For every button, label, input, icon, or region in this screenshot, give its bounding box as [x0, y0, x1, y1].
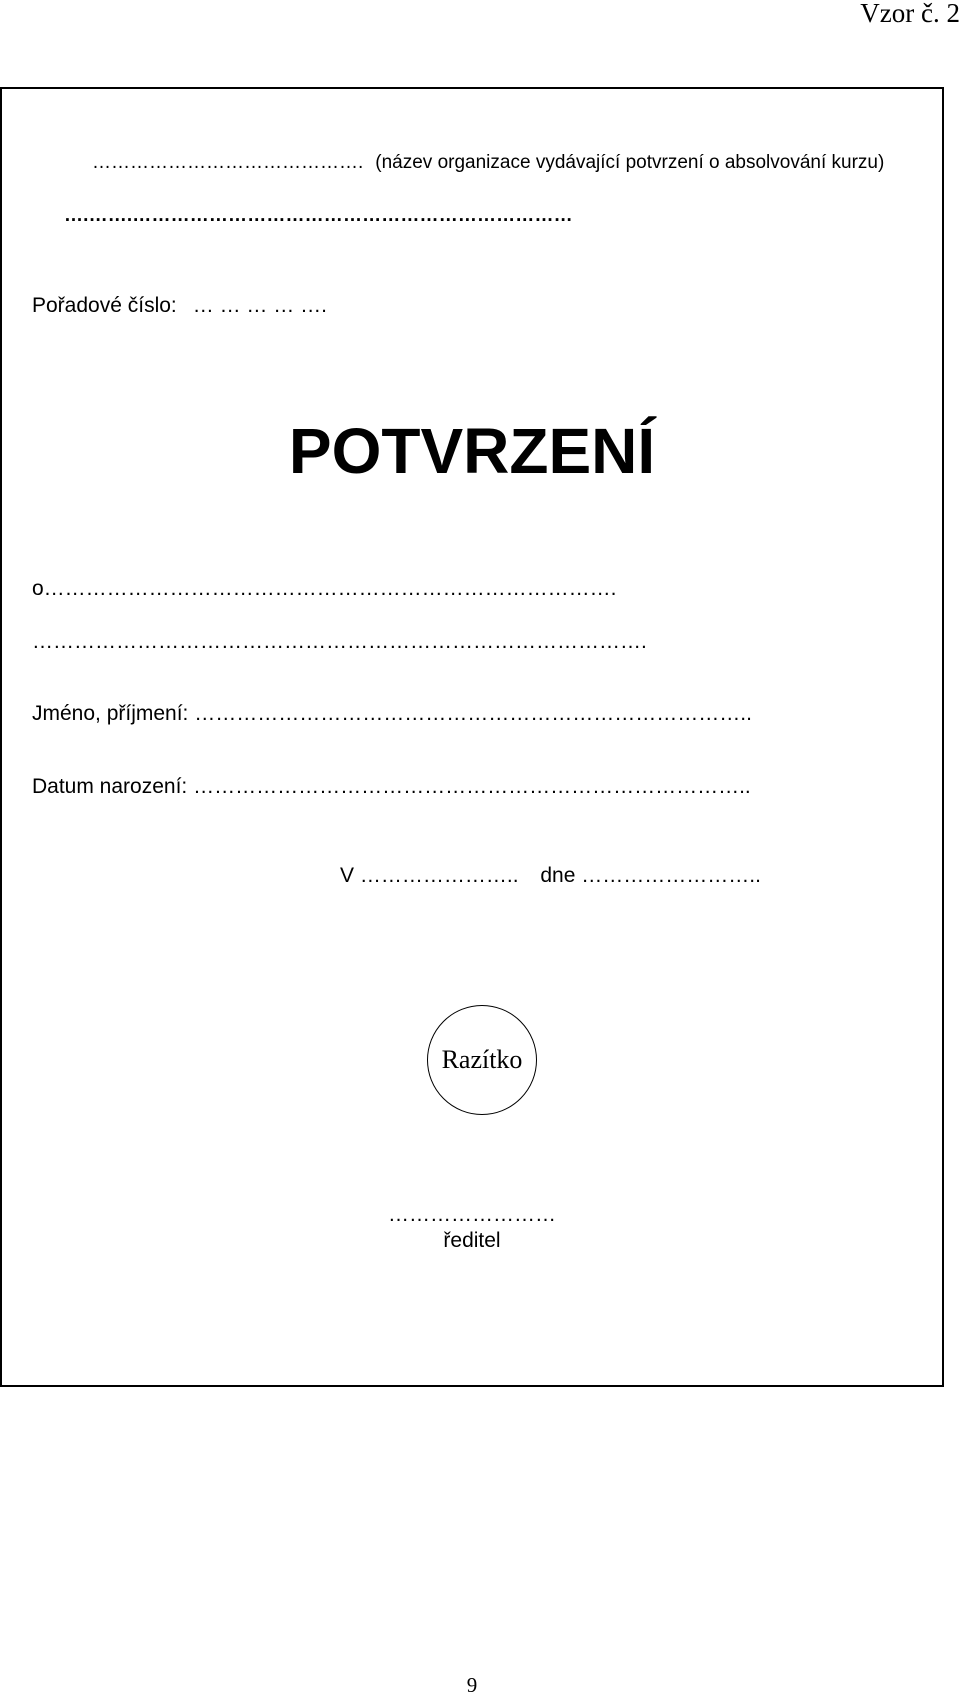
name-line [32, 702, 752, 726]
organization-line [92, 152, 884, 174]
document-frame [0, 87, 944, 1387]
place-prefix: V [340, 864, 355, 887]
place-date-line [340, 864, 761, 888]
order-number-dots: … … … … …. [192, 294, 327, 317]
name-dots: …………………………………………………………………….. [194, 702, 752, 725]
date-dots: …………………….. [581, 864, 761, 887]
birth-date-dots: …………………………………………………………………….. [193, 775, 751, 798]
birth-date-label: Datum narození: [32, 775, 188, 798]
name-label: Jméno, příjmení: [32, 702, 189, 725]
about-line-1: o………………………………………………………………………. [32, 577, 617, 600]
date-label: dne [540, 864, 576, 887]
organization-caption: (název organizace vydávající potvrzení o absolvování kurzu) [375, 152, 885, 173]
stamp-circle [427, 1005, 537, 1115]
place-dots: ………………….. [359, 864, 519, 887]
signature-role: ředitel [443, 1229, 501, 1252]
order-number-label: Pořadové číslo: [32, 294, 177, 317]
organization-dots: ……………………………………. [92, 152, 364, 173]
birth-date-line [32, 775, 751, 799]
order-number-line [32, 294, 327, 318]
about-line-2: ……………………………………………………………………………. [32, 630, 647, 653]
organization-bold-dots: ….…….…………………………………………………………… [64, 205, 573, 226]
page-number: 9 [466, 1673, 478, 1697]
stamp-label: Razítko [441, 1045, 523, 1074]
signature-dots: …………………… [388, 1203, 556, 1226]
form-label: Vzor č. 2 [860, 0, 960, 28]
document-title: POTVRZENÍ [288, 415, 656, 487]
